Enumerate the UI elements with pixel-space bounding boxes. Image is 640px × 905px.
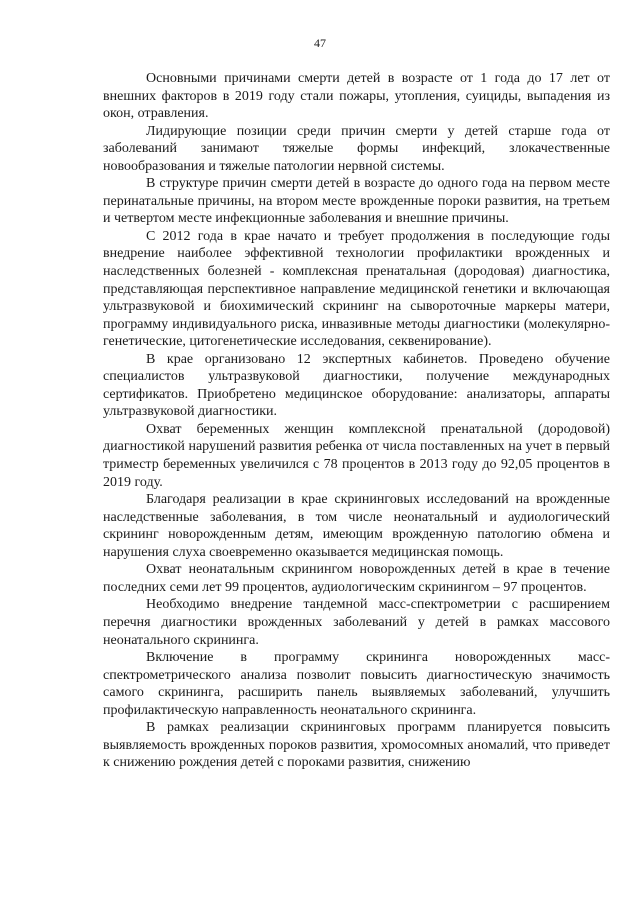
paragraph: Включение в программу скрининга новорожденных масс-спектрометрического анализа позволит повысить диагностическую значимость самого скрининга, расширить панель выявляемых заболеваний, улучшить профилактическую направленность неонатального скрининга. bbox=[103, 650, 610, 718]
paragraph: С 2012 года в крае начато и требует продолжения в последующие годы внедрение наиболее эффективной технологии профилактики врожденных и наследственных болезней - комплексная пренатальная (дородовая) диагностика, представляющая перспективное направление медицинской генетики и включающая ультразвуковой и биохимический скрининг на сывороточные маркеры матери, программу индивидуального риска, инвазивные методы диагностики (молекулярно-генетические, цитогенетические исследования, секвенирование). bbox=[103, 228, 610, 350]
page-number: 47 bbox=[314, 36, 326, 50]
paragraph: Основными причинами смерти детей в возрасте от 1 года до 17 лет от внешних факторов в 2019 году стали пожары, утопления, суициды, выпадения из окон, отравления. bbox=[103, 71, 610, 122]
paragraph: В рамках реализации скрининговых программ планируется повысить выявляемость врожденных пороков развития, хромосомных аномалий, что приведет к снижению рождения детей с пороками развития, снижению bbox=[103, 720, 610, 771]
paragraph: Благодаря реализации в крае скрининговых исследований на врожденные наследственные заболевания, в том числе неонатальный и аудиологический скрининг новорожденным детям, имеющим врожденную патологию обмена и нарушения слуха своевременно оказывается медицинская помощь. bbox=[103, 492, 610, 560]
document-body bbox=[103, 70, 610, 772]
paragraph: Охват беременных женщин комплексной пренатальной (дородовой) диагностикой нарушений развития ребенка от числа поставленных на учет в первый триместр беременных увеличился с 78 процентов в 2013 году до 92,05 процентов в 2019 году. bbox=[103, 421, 610, 490]
paragraph: В крае организовано 12 экспертных кабинетов. Проведено обучение специалистов ультразвуковой диагностики, получение международных сертификатов. Приобретено медицинское оборудование: анализаторы, аппараты ультразвуковой диагностики. bbox=[103, 351, 610, 420]
paragraph: Охват неонатальным скринингом новорожденных детей в крае в течение последних семи лет 99 процентов, аудиологическим скринингом – 97 процентов. bbox=[103, 562, 610, 595]
paragraph: В структуре причин смерти детей в возрасте до одного года на первом месте перинатальные причины, на втором месте врожденные пороки развития, на третьем и четвертом месте инфекционные заболевания и внешние причины. bbox=[103, 176, 610, 227]
paragraph: Лидирующие позиции среди причин смерти у детей старше года от заболеваний занимают тяжелые формы инфекций, злокачественные новообразования и тяжелые патологии нервной системы. bbox=[103, 123, 610, 174]
paragraph: Необходимо внедрение тандемной масс-спектрометрии с расширением перечня диагностики врожденных заболеваний у детей в рамках массового неонатального скрининга. bbox=[103, 597, 610, 648]
